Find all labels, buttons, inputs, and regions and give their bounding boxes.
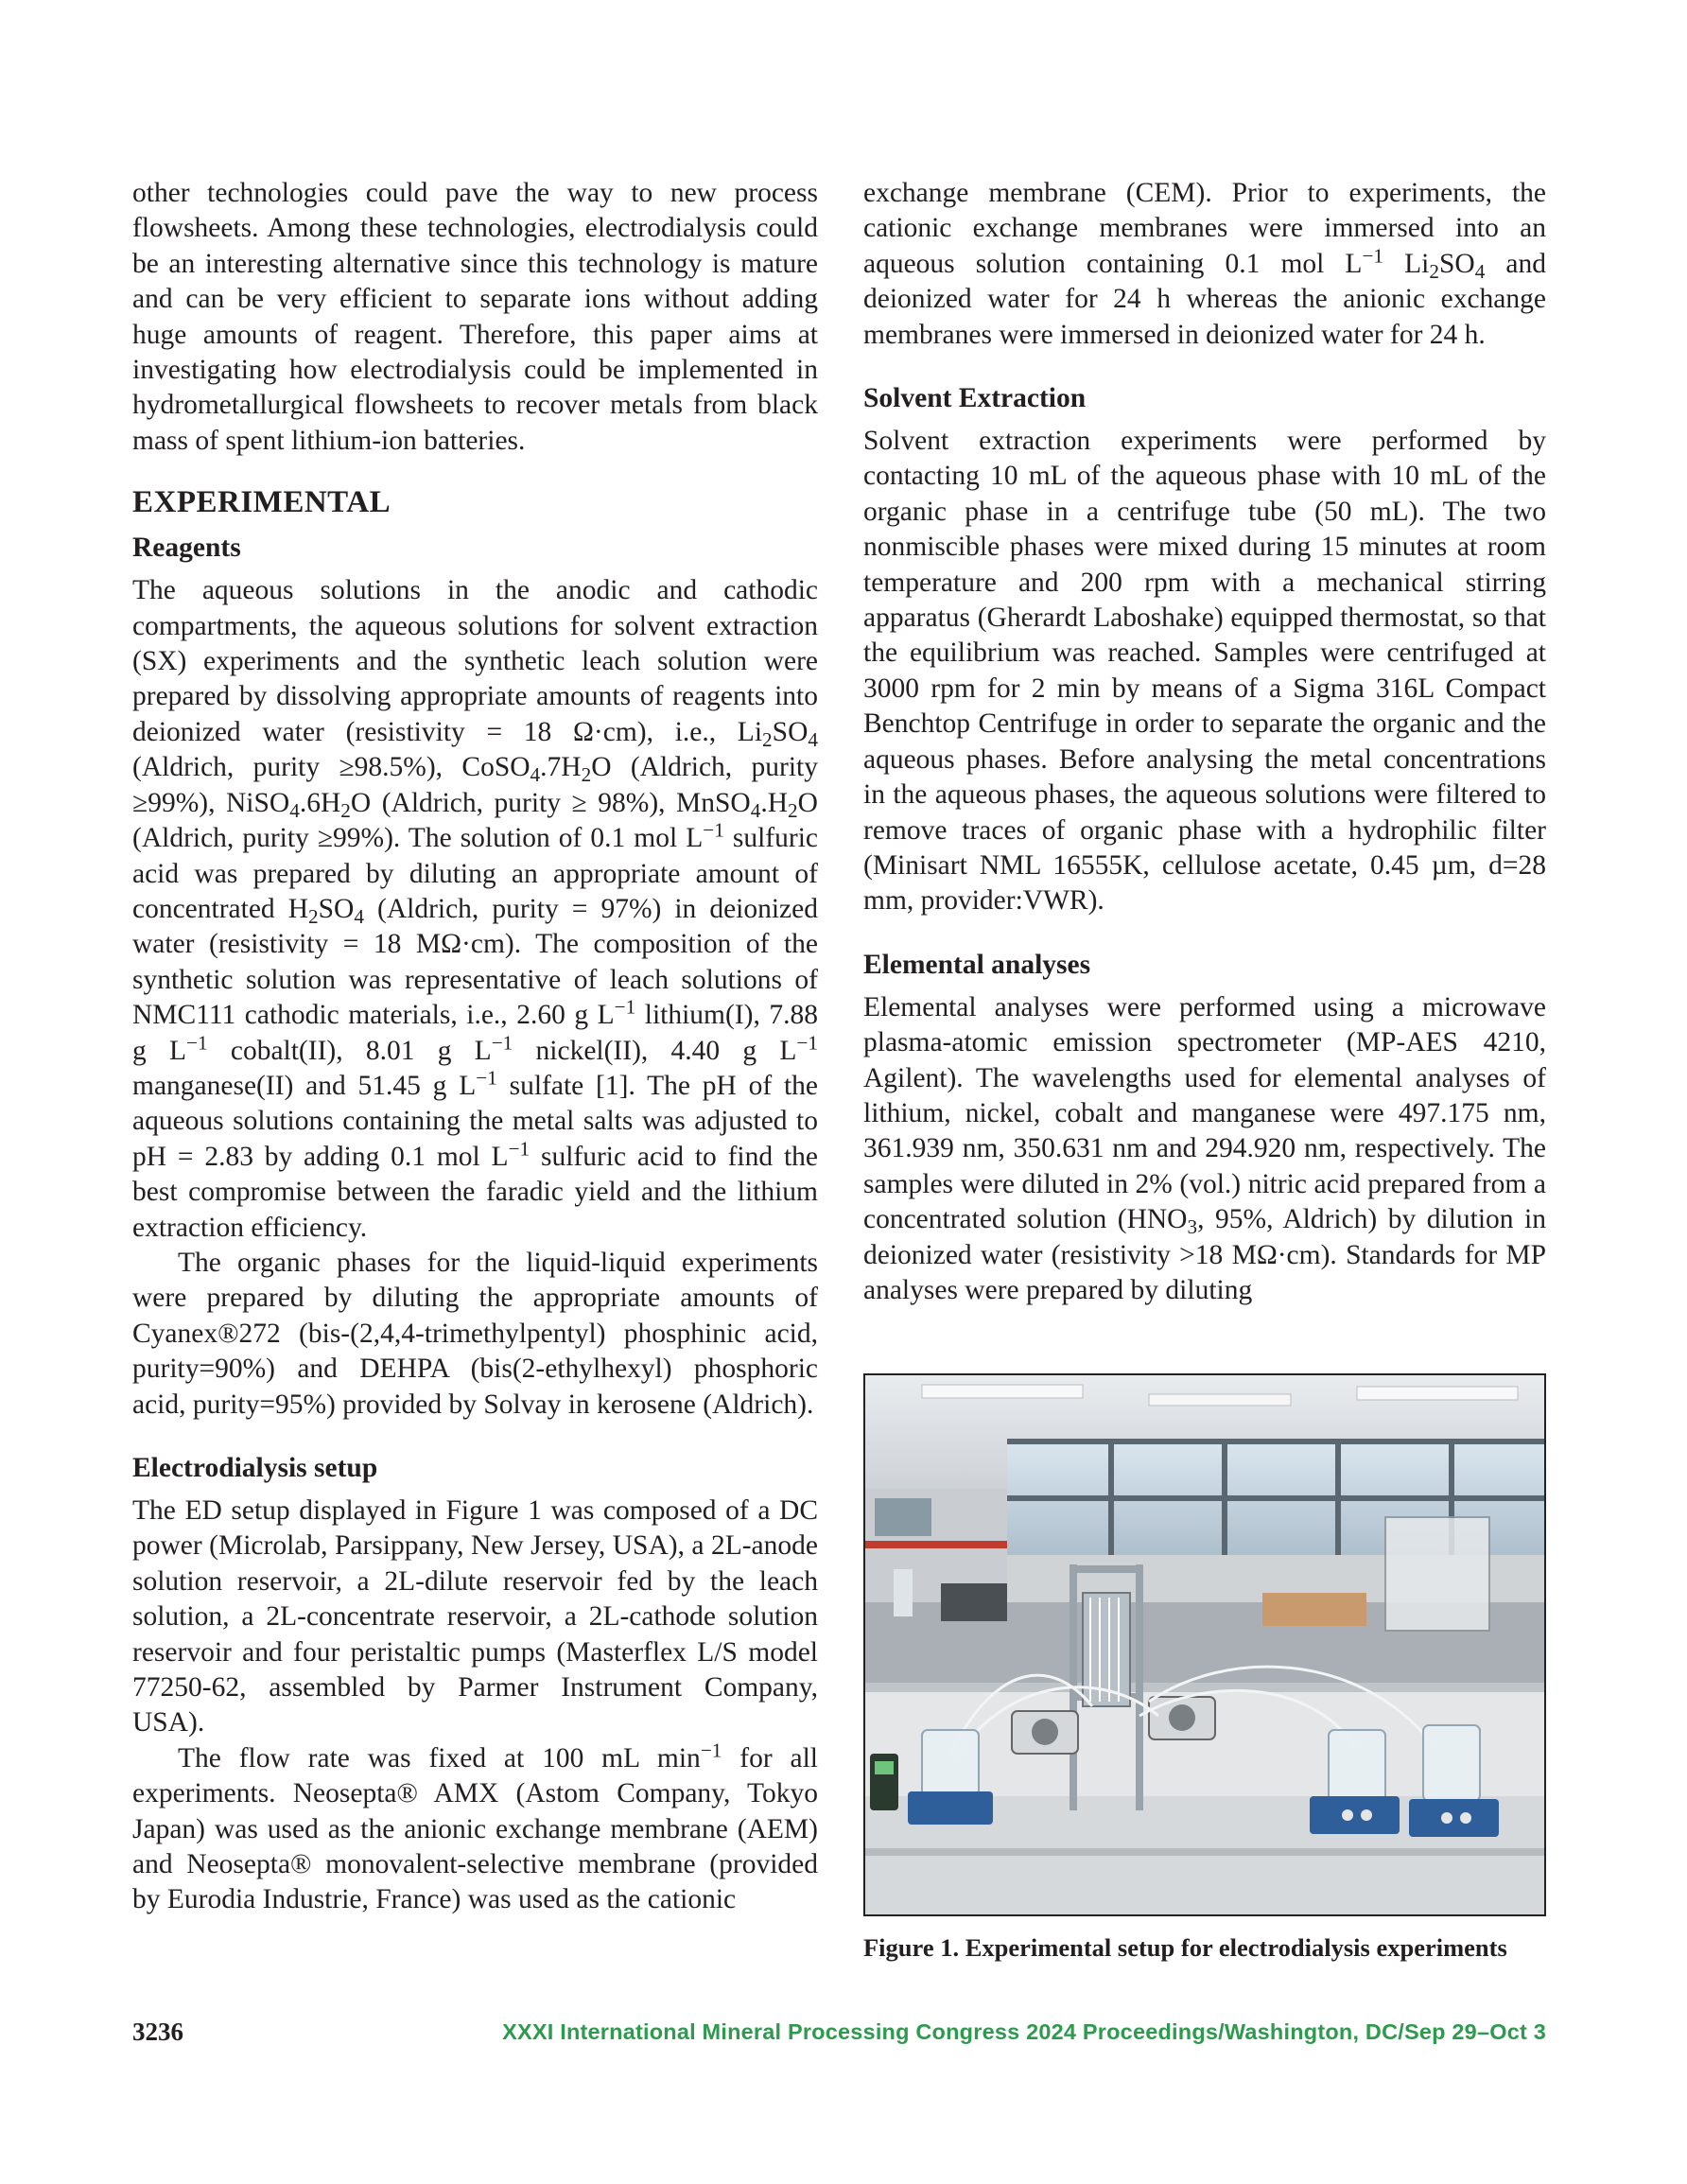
solvent-extraction-paragraph: Solvent extraction experiments were performed by contacting 10 mL of the aqueous phase with 10 mL of the organic phase in a centrifuge tube (50 mL). The two nonmiscible phases were mixed during 15 minutes at room temperature and 200 rpm with a mechanical stirring apparatus (Gherardt Laboshake) equipped thermostat, so that the equilibrium was reached. Samples were centrifuged at 3000 rpm for 2 min by means of a Sigma 316L Compact Benchtop Centrifuge in order to separate the organic and the aqueous phases. Before analysing the metal concentrations in the aqueous phases, the aqueous solutions were filtered to remove traces of organic phase with a hydrophilic filter (Minisart NML 16555K, cellulose acetate, 0.45 µm, d=28 mm, provider:VWR).: [863, 426, 1546, 917]
ed-paragraph-2: The flow rate was fixed at 100 mL $\min^{-1}$ for all experiments. Neosepta® AMX (Astom Company, Tokyo Japan) was used as the anionic exchange membrane (AEM) and Neosepta® monovalent-selective membrane (provided by Eurodia Industrie, France) was used as the cationic: [132, 1738, 819, 1915]
reagents-paragraph-1: The aqueous solutions in the anodic and cathodic compartments, the aqueous solutions for solvent extraction (SX) experiments and the synthetic leach solution were prepared by dissolving appropriate amounts of reagents into deionized water (resistivity = 18 Ω·cm), i.e., $Li_2SO_4$ (Aldrich, purity ≥98.5%), $CoSO_4.7H_2O$ (Aldrich, purity ≥99%), $NiSO_4.6H_2O$ (Aldrich, purity ≥ 98%), $MnSO_4.H_2O$ (Aldrich, purity ≥99%). The solution of 0.1 mol $L^{-1}$ sulfuric acid was prepared by diluting an appropriate amount of concentrated $H_2SO_4$ (Aldrich, purity = 97%) in deionized water (resistivity = 18 MΩ·cm). The composition of the synthetic solution was representative of leach solutions of NMC111 cathodic materials, i.e., 2.60 g $L^{-1}$ lithium(I), 7.88 g $L^{-1}$ cobalt(II), 8.01 g $L^{-1}$ nickel(II), 4.40 g $L^{-1}$ manganese(II) and 51.45 g $L^{-1}$ sulfate [1]. The pH of the aqueous solutions containing the metal salts was adjusted to pH = 2.83 by adding 0.1 mol $L^{-1}$ sulfuric acid to find the best compromise between the faradic yield and the lithium extraction efficiency.: [132, 575, 819, 1243]
ed-paragraph-1: The ED setup displayed in Figure 1 was composed of a DC power (Microlab, Parsippany, New Jersey, USA), a 2L-anode solution reservoir, a 2L-dilute reservoir fed by the leach solution, a 2L-concentrate reservoir, a 2L-cathode solution reservoir and four peristaltic pumps (Masterflex L/S model 77250-62, assembled by Parmer Instrument Company, USA).: [132, 1495, 818, 1738]
elemental-analyses-paragraph: Elemental analyses were performed using a microwave plasma-atomic emission spectrometer (MP-AES 4210, Agilent). The wavelengths used for elemental analyses of lithium, nickel, cobalt and manganese were 497.175 nm, 361.939 nm, 350.631 nm and 294.920 nm, respectively. The samples were diluted in 2% (vol.) nitric acid prepared from a concentrated solution ($HNO_3$, 95%, Aldrich) by dilution in deionized water (resistivity >18 MΩ·cm). Standards for MP analyses were prepared by diluting: [863, 991, 1546, 1305]
section-title-experimental: EXPERIMENTAL: [132, 485, 391, 520]
page-number: 3236: [132, 2018, 183, 2046]
heading-reagents: Reagents: [132, 533, 241, 564]
right-column: [863, 176, 1546, 1308]
page-footer: [132, 2018, 1546, 2055]
footer-proceedings-title: XXXI International Mineral Processing Congress 2024 Proceedings/Washington, DC/Sep 29–Oct 3: [502, 2019, 1546, 2044]
left-column: [132, 176, 818, 1918]
membrane-paragraph: exchange membrane (CEM). Prior to experiments, the cationic exchange membranes were immersed into an aqueous solution containing 0.1 mol $L^{-1}$ $Li_2SO_4$ and deionized water for 24 h whereas the anionic exchange membranes were immersed in deionized water for 24 h.: [863, 178, 1546, 350]
figure-1-photo: [863, 1373, 1546, 1916]
reagents-paragraph-2: The organic phases for the liquid-liquid experiments were prepared by diluting the appropriate amounts of Cyanex®272 (bis-(2,4,4-trimethylpentyl) phosphinic acid, purity=90%) and DEHPA (bis(2-ethylhexyl) phosphoric acid, purity=95%) provided by Solvay in kerosene (Aldrich).: [132, 1247, 818, 1420]
intro-paragraph: other technologies could pave the way to new process flowsheets. Among these technologies, electrodialysis could be an interesting alternative since this technology is mature and can be very efficient to separate ions without adding huge amounts of reagent. Therefore, this paper aims at investigating how electrodialysis could be implemented in hydrometallurgical flowsheets to recover metals from black mass of spent lithium-ion batteries.: [132, 178, 818, 456]
heading-electrodialysis-setup: Electrodialysis setup: [132, 1453, 378, 1483]
figure-caption: Figure 1. Experimental setup for electrodialysis experiments: [863, 1933, 1507, 1962]
heading-elemental-analyses: Elemental analyses: [863, 949, 1091, 980]
heading-solvent-extraction: Solvent Extraction: [863, 383, 1087, 414]
lab-setup-illustration: [865, 1375, 1544, 1914]
